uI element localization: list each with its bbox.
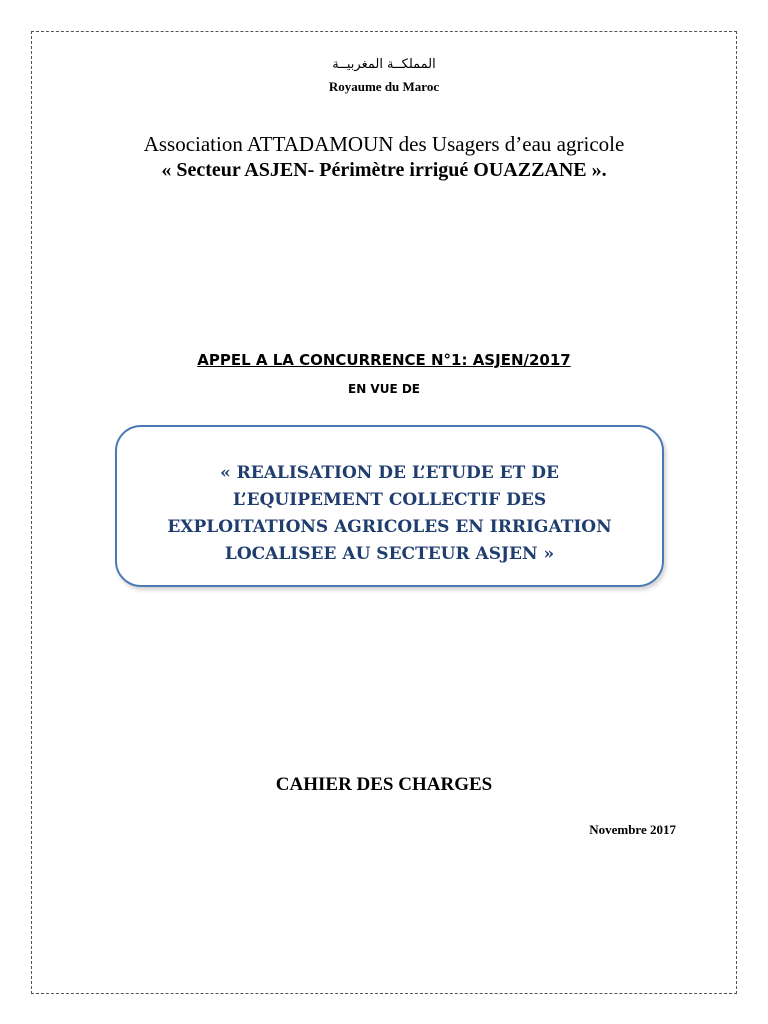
subject-line: « REALISATION DE L’ETUDE ET DE <box>220 463 559 483</box>
document-title: CAHIER DES CHARGES <box>275 774 493 795</box>
association-block <box>0 131 768 183</box>
association-sector: « Secteur ASJEN- Périmètre irrigué OUAZZANE ». <box>161 159 607 181</box>
tender-subtitle: EN VUE DE <box>348 382 420 396</box>
subject-line: L’EQUIPEMENT COLLECTIF DES <box>232 490 547 510</box>
document-date: Novembre 2017 <box>589 822 676 837</box>
arabic-kingdom-header: المملكــة المغربيــة <box>332 57 436 72</box>
subject-line: LOCALISEE AU SECTEUR ASJEN » <box>224 544 555 564</box>
tender-title-text: APPEL A LA CONCURRENCE N°1: ASJEN/2017 <box>197 351 571 369</box>
subject-line: EXPLOITATIONS AGRICOLES EN IRRIGATION <box>167 517 612 537</box>
association-name: Association ATTADAMOUN des Usagers d’eau agricole <box>143 132 625 156</box>
tender-title <box>0 351 768 369</box>
subject-box <box>115 425 664 587</box>
subject-text <box>117 460 662 568</box>
kingdom-header: Royaume du Maroc <box>328 79 440 94</box>
